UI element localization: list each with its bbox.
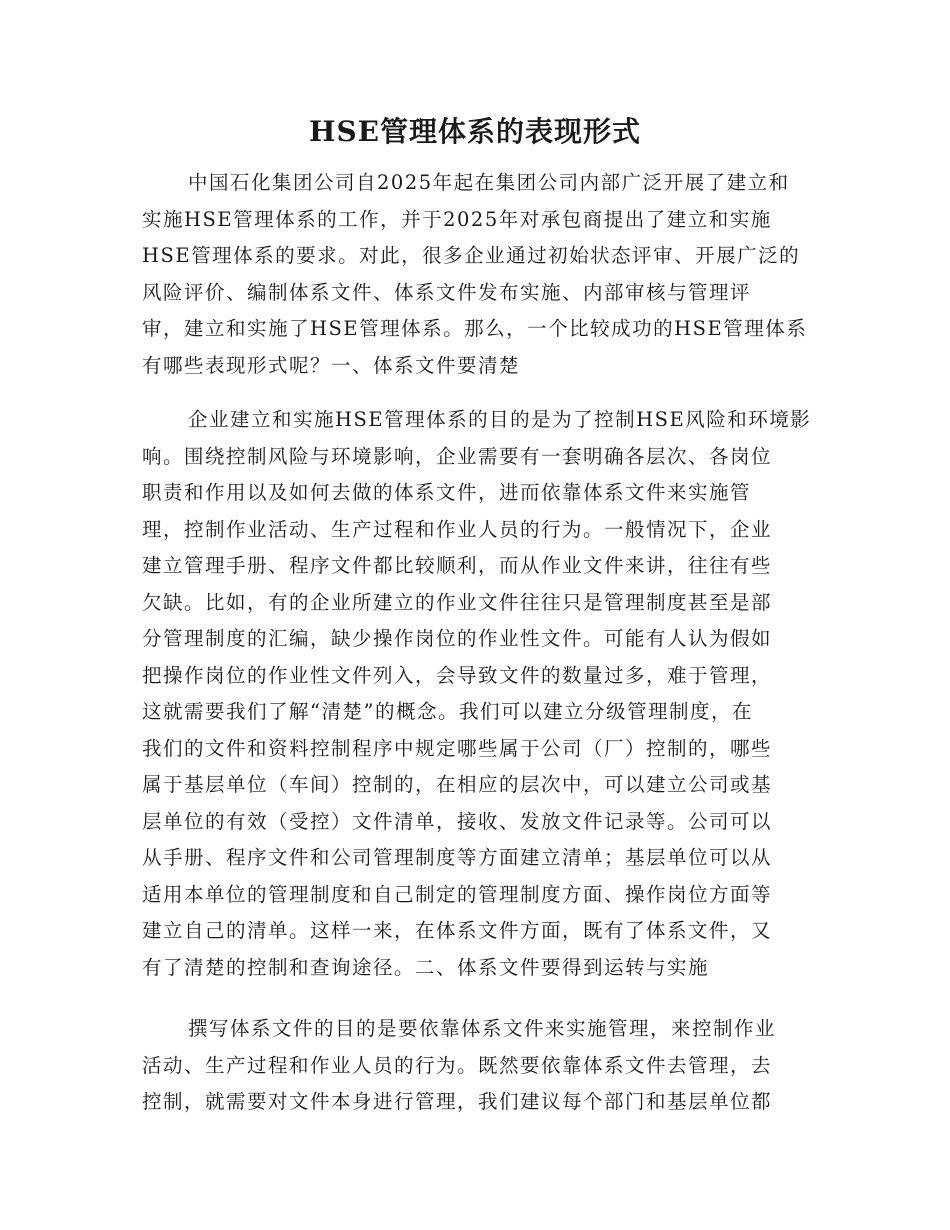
paragraph-line: 属于基层单位（车间）控制的，在相应的层次中，可以建立公司或基 [142, 773, 773, 796]
paragraph-line: 实施HSE管理体系的工作，并于2025年对承包商提出了建立和实施 [142, 207, 772, 231]
document-title: HSE管理体系的表现形式 [308, 115, 642, 148]
paragraph-line: 企业建立和实施HSE管理体系的目的是为了控制HSE风险和环境影 [188, 408, 812, 431]
paragraph-line: 理，控制作业活动、生产过程和作业人员的行为。一般情况下，企业 [142, 517, 773, 541]
paragraph-line: 审，建立和实施了HSE管理体系。那么，一个比较成功的HSE管理体系 [142, 317, 808, 340]
paragraph-line: 分管理制度的汇编，缺少操作岗位的作业性文件。可能有人认为假如 [142, 627, 773, 650]
paragraph-1 [142, 165, 822, 384]
paragraph-line: 建立管理手册、程序文件都比较顺利，而从作业文件来讲，往往有些 [142, 554, 773, 577]
paragraph-line: 从手册、程序文件和公司管理制度等方面建立清单；基层单位可以从 [142, 846, 773, 869]
paragraph-line: 有了清楚的控制和查询途径。二、体系文件要得到运转与实施 [142, 955, 710, 979]
paragraph-line: 建立自己的清单。这样一来，在体系文件方面，既有了体系文件，又 [142, 919, 773, 942]
paragraph-line: 风险评价、编制体系文件、体系文件发布实施、内部审核与管理评 [142, 280, 752, 304]
paragraph-line: 活动、生产过程和作业人员的行为。既然要依靠体系文件去管理，去 [142, 1053, 773, 1077]
paragraph-line: 层单位的有效（受控）文件清单，接收、发放文件记录等。公司可以 [142, 809, 773, 833]
paragraph-2 [142, 402, 822, 986]
paragraph-line: 控制，就需要对文件本身进行管理，我们建议每个部门和基层单位都 [142, 1090, 773, 1113]
paragraph-line: 撰写体系文件的目的是要依靠体系文件来实施管理，来控制作业 [188, 1017, 777, 1040]
paragraph-3 [142, 1011, 822, 1121]
paragraph-line: 这就需要我们了解“清楚”的概念。我们可以建立分级管理制度，在 [142, 700, 753, 723]
paragraph-line: HSE管理体系的要求。对此，很多企业通过初始状态评审、开展广泛的 [142, 244, 801, 267]
paragraph-line: 适用本单位的管理制度和自己制定的管理制度方面、操作岗位方面等 [142, 882, 773, 906]
paragraph-line: 中国石化集团公司自2025年起在集团公司内部广泛开展了建立和 [188, 171, 790, 194]
paragraph-line: 有哪些表现形式呢？一、体系文件要清楚 [142, 353, 521, 377]
paragraph-line: 响。围绕控制风险与环境影响，企业需要有一套明确各层次、各岗位 [142, 444, 773, 468]
paragraph-line: 欠缺。比如，有的企业所建立的作业文件往往只是管理制度甚至是部 [142, 590, 773, 614]
paragraph-line: 我们的文件和资料控制程序中规定哪些属于公司（厂）控制的，哪些 [142, 736, 773, 760]
paragraph-line: 职责和作用以及如何去做的体系文件，进而依靠体系文件来实施管 [142, 481, 752, 504]
paragraph-line: 把操作岗位的作业性文件列入，会导致文件的数量过多，难于管理， [142, 663, 773, 687]
